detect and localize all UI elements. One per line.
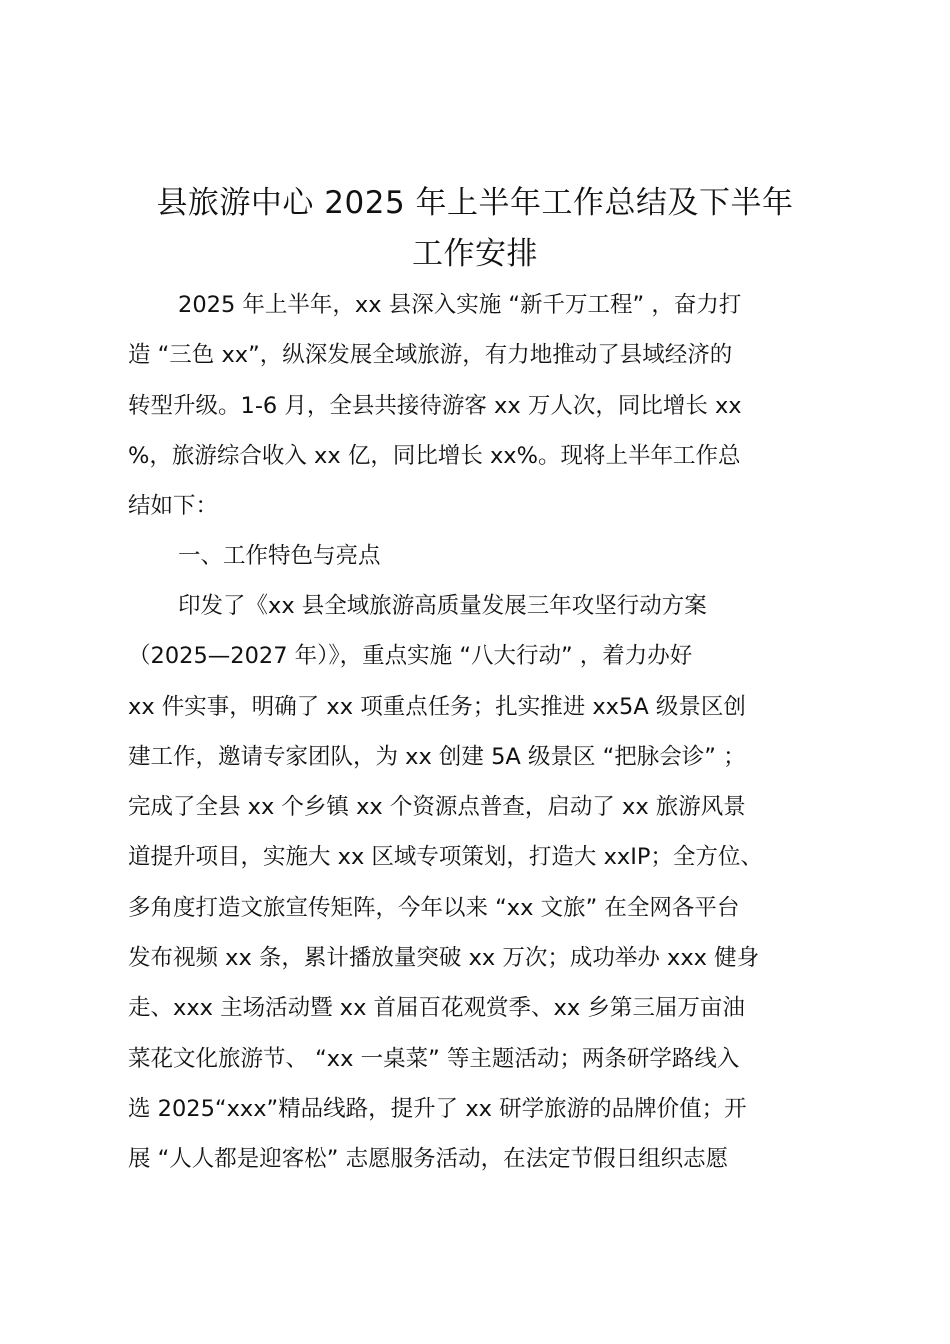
text-line: 结如下： [128,493,219,520]
text-line: 选 2025“xxx”精品线路，提升了 xx 研学旅游的品牌价值；开 [128,1095,747,1122]
text-line: 完成了全县 xx 个乡镇 xx 个资源点普查，启动了 xx 旅游风景 [128,794,746,821]
section-heading-text: 一、工作特色与亮点 [178,543,381,569]
text-line: 展 “人人都是迎客松” 志愿服务活动，在法定节假日组织志愿 [128,1146,729,1173]
body-paragraph [128,581,833,1185]
text-line: 建工作，邀请专家团队，为 xx 创建 5A 级景区 “把脉会诊” ； [128,743,746,770]
document-title [110,178,840,280]
title-line: 工作安排 [412,236,538,272]
text-line: 转型升级。1-6 月，全县共接待游客 xx 万人次，同比增长 xx [128,392,742,419]
text-line: %，旅游综合收入 xx 亿，同比增长 xx%。现将上半年工作总 [128,442,741,469]
text-line: 2025 年上半年，xx 县深入实施 “新千万工程” ，奋力打 [178,292,742,318]
text-line: 走、xxx 主场活动暨 xx 首届百花观赏季、xx 乡第三届万亩油 [128,995,745,1022]
text-line: （2025—2027 年）》，重点实施 “八大行动” ，着力办好 [128,643,693,670]
text-line: 发布视频 xx 条，累计播放量突破 xx 万次；成功举办 xxx 健身 [128,945,760,972]
text-line: 多角度打造文旅宣传矩阵，今年以来 “xx 文旅” 在全网各平台 [128,894,740,921]
text-line: xx 件实事，明确了 xx 项重点任务；扎实推进 xx5A 级景区创 [128,693,746,720]
text-line: 印发了《xx 县全域旅游高质量发展三年攻坚行动方案 [178,593,707,619]
title-line: 县旅游中心 2025 年上半年工作总结及下半年 [156,185,794,221]
text-line: 造 “三色 xx”，纵深发展全域旅游，有力地推动了县域经济的 [128,342,733,369]
text-line: 道提升项目，实施大 xx 区域专项策划，打造大 xxIP；全方位、 [128,844,763,871]
intro-paragraph [128,280,833,531]
section-heading [128,531,833,581]
text-line: 菜花文化旅游节、 “xx 一桌菜” 等主题活动；两条研学路线入 [128,1045,740,1072]
